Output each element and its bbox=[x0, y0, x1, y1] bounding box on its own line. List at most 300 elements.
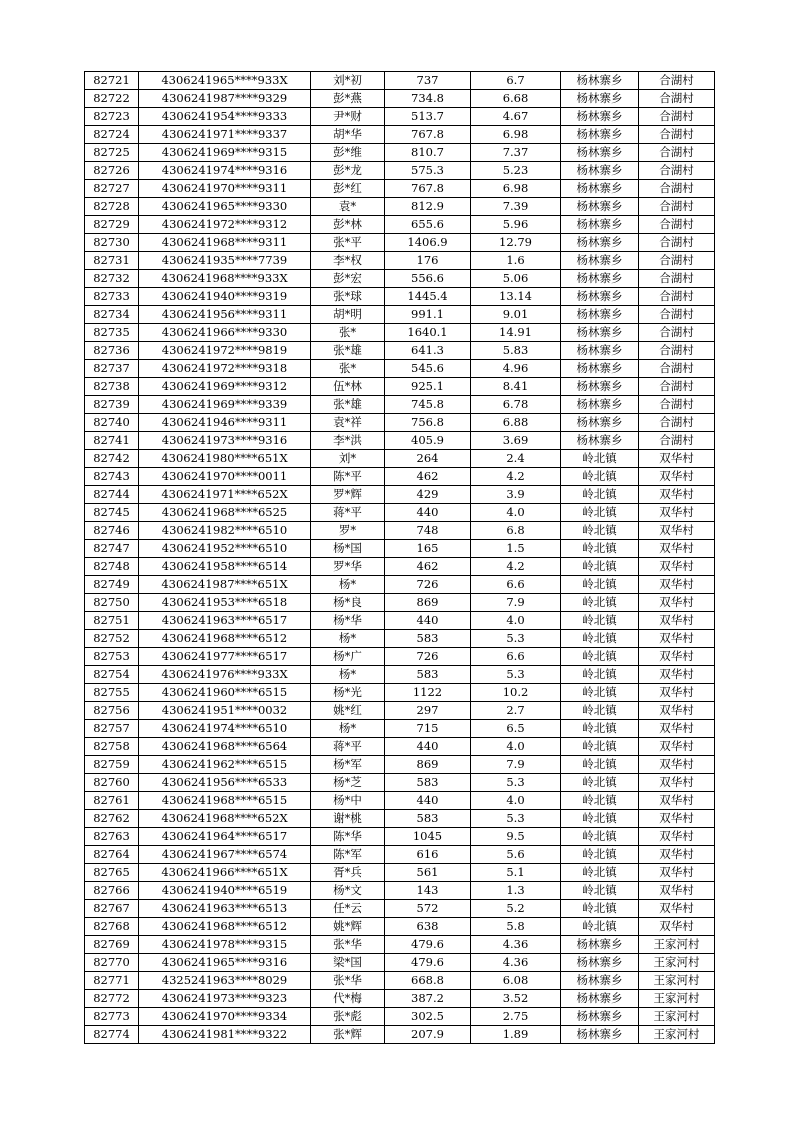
id-number-cell: 4325241963****8029 bbox=[139, 972, 311, 990]
row-number-cell: 82739 bbox=[85, 396, 139, 414]
amount-cell: 1640.1 bbox=[385, 324, 471, 342]
area-cell: 3.9 bbox=[471, 486, 561, 504]
village-cell: 双华村 bbox=[639, 756, 715, 774]
table-row bbox=[85, 270, 715, 288]
area-cell: 5.23 bbox=[471, 162, 561, 180]
row-number-cell: 82771 bbox=[85, 972, 139, 990]
township-cell: 杨林寨乡 bbox=[561, 162, 639, 180]
row-number-cell: 82765 bbox=[85, 864, 139, 882]
village-cell: 合湖村 bbox=[639, 198, 715, 216]
name-cell: 杨* bbox=[311, 576, 385, 594]
table-row bbox=[85, 756, 715, 774]
id-number-cell: 4306241946****9311 bbox=[139, 414, 311, 432]
village-cell: 双华村 bbox=[639, 774, 715, 792]
amount-cell: 387.2 bbox=[385, 990, 471, 1008]
village-cell: 双华村 bbox=[639, 864, 715, 882]
name-cell: 杨*良 bbox=[311, 594, 385, 612]
township-cell: 岭北镇 bbox=[561, 918, 639, 936]
id-number-cell: 4306241968****6564 bbox=[139, 738, 311, 756]
table-row bbox=[85, 162, 715, 180]
village-cell: 合湖村 bbox=[639, 180, 715, 198]
row-number-cell: 82753 bbox=[85, 648, 139, 666]
township-cell: 岭北镇 bbox=[561, 486, 639, 504]
village-cell: 双华村 bbox=[639, 882, 715, 900]
village-cell: 合湖村 bbox=[639, 234, 715, 252]
row-number-cell: 82731 bbox=[85, 252, 139, 270]
amount-cell: 440 bbox=[385, 792, 471, 810]
amount-cell: 165 bbox=[385, 540, 471, 558]
name-cell: 彭*宏 bbox=[311, 270, 385, 288]
area-cell: 2.4 bbox=[471, 450, 561, 468]
amount-cell: 143 bbox=[385, 882, 471, 900]
amount-cell: 737 bbox=[385, 72, 471, 90]
row-number-cell: 82736 bbox=[85, 342, 139, 360]
id-number-cell: 4306241953****6518 bbox=[139, 594, 311, 612]
id-number-cell: 4306241968****6512 bbox=[139, 918, 311, 936]
table-row bbox=[85, 918, 715, 936]
name-cell: 彭*燕 bbox=[311, 90, 385, 108]
id-number-cell: 4306241963****6517 bbox=[139, 612, 311, 630]
name-cell: 张* bbox=[311, 324, 385, 342]
township-cell: 岭北镇 bbox=[561, 738, 639, 756]
id-number-cell: 4306241968****6512 bbox=[139, 630, 311, 648]
id-number-cell: 4306241972****9819 bbox=[139, 342, 311, 360]
row-number-cell: 82729 bbox=[85, 216, 139, 234]
amount-cell: 176 bbox=[385, 252, 471, 270]
id-number-cell: 4306241970****9311 bbox=[139, 180, 311, 198]
table-row bbox=[85, 684, 715, 702]
id-number-cell: 4306241981****9322 bbox=[139, 1026, 311, 1044]
id-number-cell: 4306241967****6574 bbox=[139, 846, 311, 864]
amount-cell: 638 bbox=[385, 918, 471, 936]
area-cell: 3.52 bbox=[471, 990, 561, 1008]
id-number-cell: 4306241978****9315 bbox=[139, 936, 311, 954]
village-cell: 双华村 bbox=[639, 738, 715, 756]
table-row bbox=[85, 504, 715, 522]
amount-cell: 583 bbox=[385, 630, 471, 648]
table-row bbox=[85, 396, 715, 414]
amount-cell: 726 bbox=[385, 648, 471, 666]
amount-cell: 869 bbox=[385, 594, 471, 612]
name-cell: 胡*华 bbox=[311, 126, 385, 144]
area-cell: 4.36 bbox=[471, 936, 561, 954]
area-cell: 13.14 bbox=[471, 288, 561, 306]
id-number-cell: 4306241973****9316 bbox=[139, 432, 311, 450]
id-number-cell: 4306241987****9329 bbox=[139, 90, 311, 108]
village-cell: 双华村 bbox=[639, 522, 715, 540]
amount-cell: 440 bbox=[385, 504, 471, 522]
amount-cell: 583 bbox=[385, 774, 471, 792]
name-cell: 彭*林 bbox=[311, 216, 385, 234]
name-cell: 梁*国 bbox=[311, 954, 385, 972]
township-cell: 岭北镇 bbox=[561, 828, 639, 846]
village-cell: 双华村 bbox=[639, 540, 715, 558]
name-cell: 尹*财 bbox=[311, 108, 385, 126]
village-cell: 合湖村 bbox=[639, 342, 715, 360]
id-number-cell: 4306241965****9316 bbox=[139, 954, 311, 972]
table-row bbox=[85, 648, 715, 666]
amount-cell: 583 bbox=[385, 666, 471, 684]
table-row bbox=[85, 774, 715, 792]
area-cell: 9.5 bbox=[471, 828, 561, 846]
area-cell: 4.2 bbox=[471, 558, 561, 576]
row-number-cell: 82754 bbox=[85, 666, 139, 684]
amount-cell: 583 bbox=[385, 810, 471, 828]
row-number-cell: 82748 bbox=[85, 558, 139, 576]
row-number-cell: 82761 bbox=[85, 792, 139, 810]
row-number-cell: 82762 bbox=[85, 810, 139, 828]
row-number-cell: 82749 bbox=[85, 576, 139, 594]
township-cell: 岭北镇 bbox=[561, 720, 639, 738]
id-number-cell: 4306241968****933X bbox=[139, 270, 311, 288]
id-number-cell: 4306241974****9316 bbox=[139, 162, 311, 180]
area-cell: 5.83 bbox=[471, 342, 561, 360]
area-cell: 5.06 bbox=[471, 270, 561, 288]
id-number-cell: 4306241965****9330 bbox=[139, 198, 311, 216]
table-row bbox=[85, 342, 715, 360]
table-row bbox=[85, 720, 715, 738]
amount-cell: 756.8 bbox=[385, 414, 471, 432]
row-number-cell: 82727 bbox=[85, 180, 139, 198]
name-cell: 蒋*平 bbox=[311, 738, 385, 756]
village-cell: 合湖村 bbox=[639, 216, 715, 234]
village-cell: 合湖村 bbox=[639, 90, 715, 108]
amount-cell: 810.7 bbox=[385, 144, 471, 162]
area-cell: 1.5 bbox=[471, 540, 561, 558]
township-cell: 杨林寨乡 bbox=[561, 252, 639, 270]
village-cell: 合湖村 bbox=[639, 396, 715, 414]
township-cell: 岭北镇 bbox=[561, 648, 639, 666]
area-cell: 7.9 bbox=[471, 756, 561, 774]
row-number-cell: 82733 bbox=[85, 288, 139, 306]
village-cell: 合湖村 bbox=[639, 162, 715, 180]
amount-cell: 264 bbox=[385, 450, 471, 468]
amount-cell: 991.1 bbox=[385, 306, 471, 324]
row-number-cell: 82755 bbox=[85, 684, 139, 702]
name-cell: 李*洪 bbox=[311, 432, 385, 450]
id-number-cell: 4306241966****651X bbox=[139, 864, 311, 882]
table-row bbox=[85, 540, 715, 558]
township-cell: 岭北镇 bbox=[561, 882, 639, 900]
area-cell: 6.08 bbox=[471, 972, 561, 990]
area-cell: 6.6 bbox=[471, 648, 561, 666]
row-number-cell: 82735 bbox=[85, 324, 139, 342]
id-number-cell: 4306241956****9311 bbox=[139, 306, 311, 324]
township-cell: 岭北镇 bbox=[561, 666, 639, 684]
name-cell: 张*球 bbox=[311, 288, 385, 306]
name-cell: 张*平 bbox=[311, 234, 385, 252]
table-row bbox=[85, 1008, 715, 1026]
table-row bbox=[85, 810, 715, 828]
row-number-cell: 82760 bbox=[85, 774, 139, 792]
area-cell: 7.37 bbox=[471, 144, 561, 162]
village-cell: 双华村 bbox=[639, 792, 715, 810]
township-cell: 岭北镇 bbox=[561, 576, 639, 594]
name-cell: 胡*明 bbox=[311, 306, 385, 324]
area-cell: 9.01 bbox=[471, 306, 561, 324]
name-cell: 胥*兵 bbox=[311, 864, 385, 882]
row-number-cell: 82752 bbox=[85, 630, 139, 648]
id-number-cell: 4306241987****651X bbox=[139, 576, 311, 594]
id-number-cell: 4306241962****6515 bbox=[139, 756, 311, 774]
amount-cell: 479.6 bbox=[385, 936, 471, 954]
township-cell: 岭北镇 bbox=[561, 900, 639, 918]
table-row bbox=[85, 378, 715, 396]
village-cell: 双华村 bbox=[639, 576, 715, 594]
township-cell: 岭北镇 bbox=[561, 846, 639, 864]
area-cell: 4.0 bbox=[471, 792, 561, 810]
township-cell: 杨林寨乡 bbox=[561, 396, 639, 414]
name-cell: 张*华 bbox=[311, 936, 385, 954]
name-cell: 罗*华 bbox=[311, 558, 385, 576]
row-number-cell: 82721 bbox=[85, 72, 139, 90]
area-cell: 2.7 bbox=[471, 702, 561, 720]
amount-cell: 405.9 bbox=[385, 432, 471, 450]
row-number-cell: 82744 bbox=[85, 486, 139, 504]
area-cell: 4.67 bbox=[471, 108, 561, 126]
amount-cell: 462 bbox=[385, 558, 471, 576]
row-number-cell: 82740 bbox=[85, 414, 139, 432]
area-cell: 5.1 bbox=[471, 864, 561, 882]
table-row bbox=[85, 288, 715, 306]
row-number-cell: 82774 bbox=[85, 1026, 139, 1044]
name-cell: 杨* bbox=[311, 720, 385, 738]
village-cell: 双华村 bbox=[639, 666, 715, 684]
amount-cell: 440 bbox=[385, 738, 471, 756]
township-cell: 岭北镇 bbox=[561, 684, 639, 702]
table-row bbox=[85, 522, 715, 540]
area-cell: 6.6 bbox=[471, 576, 561, 594]
id-number-cell: 4306241980****651X bbox=[139, 450, 311, 468]
amount-cell: 641.3 bbox=[385, 342, 471, 360]
id-number-cell: 4306241969****9312 bbox=[139, 378, 311, 396]
village-cell: 王家河村 bbox=[639, 1026, 715, 1044]
amount-cell: 207.9 bbox=[385, 1026, 471, 1044]
amount-cell: 297 bbox=[385, 702, 471, 720]
name-cell: 代*梅 bbox=[311, 990, 385, 1008]
name-cell: 任*云 bbox=[311, 900, 385, 918]
township-cell: 岭北镇 bbox=[561, 594, 639, 612]
row-number-cell: 82723 bbox=[85, 108, 139, 126]
area-cell: 1.3 bbox=[471, 882, 561, 900]
row-number-cell: 82743 bbox=[85, 468, 139, 486]
row-number-cell: 82750 bbox=[85, 594, 139, 612]
village-cell: 双华村 bbox=[639, 504, 715, 522]
name-cell: 张*彪 bbox=[311, 1008, 385, 1026]
table-row bbox=[85, 432, 715, 450]
village-cell: 双华村 bbox=[639, 720, 715, 738]
amount-cell: 302.5 bbox=[385, 1008, 471, 1026]
township-cell: 杨林寨乡 bbox=[561, 360, 639, 378]
name-cell: 杨*文 bbox=[311, 882, 385, 900]
village-cell: 双华村 bbox=[639, 918, 715, 936]
name-cell: 罗*辉 bbox=[311, 486, 385, 504]
table-row bbox=[85, 972, 715, 990]
id-number-cell: 4306241963****6513 bbox=[139, 900, 311, 918]
area-cell: 4.2 bbox=[471, 468, 561, 486]
area-cell: 6.5 bbox=[471, 720, 561, 738]
id-number-cell: 4306241964****6517 bbox=[139, 828, 311, 846]
amount-cell: 616 bbox=[385, 846, 471, 864]
amount-cell: 734.8 bbox=[385, 90, 471, 108]
data-table bbox=[84, 71, 715, 1044]
id-number-cell: 4306241968****6525 bbox=[139, 504, 311, 522]
table-row bbox=[85, 360, 715, 378]
name-cell: 蒋*平 bbox=[311, 504, 385, 522]
village-cell: 合湖村 bbox=[639, 360, 715, 378]
id-number-cell: 4306241940****9319 bbox=[139, 288, 311, 306]
id-number-cell: 4306241982****6510 bbox=[139, 522, 311, 540]
village-cell: 合湖村 bbox=[639, 288, 715, 306]
village-cell: 双华村 bbox=[639, 468, 715, 486]
name-cell: 陈*军 bbox=[311, 846, 385, 864]
township-cell: 杨林寨乡 bbox=[561, 954, 639, 972]
id-number-cell: 4306241973****9323 bbox=[139, 990, 311, 1008]
area-cell: 6.88 bbox=[471, 414, 561, 432]
name-cell: 杨*国 bbox=[311, 540, 385, 558]
table-row bbox=[85, 90, 715, 108]
amount-cell: 869 bbox=[385, 756, 471, 774]
table-row bbox=[85, 450, 715, 468]
row-number-cell: 82763 bbox=[85, 828, 139, 846]
row-number-cell: 82757 bbox=[85, 720, 139, 738]
area-cell: 10.2 bbox=[471, 684, 561, 702]
amount-cell: 812.9 bbox=[385, 198, 471, 216]
table-row bbox=[85, 468, 715, 486]
area-cell: 14.91 bbox=[471, 324, 561, 342]
area-cell: 4.0 bbox=[471, 504, 561, 522]
row-number-cell: 82769 bbox=[85, 936, 139, 954]
area-cell: 7.9 bbox=[471, 594, 561, 612]
id-number-cell: 4306241935****7739 bbox=[139, 252, 311, 270]
amount-cell: 429 bbox=[385, 486, 471, 504]
name-cell: 张*辉 bbox=[311, 1026, 385, 1044]
village-cell: 王家河村 bbox=[639, 954, 715, 972]
amount-cell: 561 bbox=[385, 864, 471, 882]
row-number-cell: 82738 bbox=[85, 378, 139, 396]
amount-cell: 655.6 bbox=[385, 216, 471, 234]
table-row bbox=[85, 936, 715, 954]
area-cell: 5.3 bbox=[471, 630, 561, 648]
township-cell: 杨林寨乡 bbox=[561, 270, 639, 288]
name-cell: 袁* bbox=[311, 198, 385, 216]
township-cell: 岭北镇 bbox=[561, 792, 639, 810]
id-number-cell: 4306241954****9333 bbox=[139, 108, 311, 126]
name-cell: 杨* bbox=[311, 630, 385, 648]
id-number-cell: 4306241971****652X bbox=[139, 486, 311, 504]
id-number-cell: 4306241968****9311 bbox=[139, 234, 311, 252]
name-cell: 陈*平 bbox=[311, 468, 385, 486]
name-cell: 杨*广 bbox=[311, 648, 385, 666]
township-cell: 杨林寨乡 bbox=[561, 990, 639, 1008]
township-cell: 岭北镇 bbox=[561, 522, 639, 540]
table-row bbox=[85, 792, 715, 810]
name-cell: 杨*华 bbox=[311, 612, 385, 630]
village-cell: 合湖村 bbox=[639, 144, 715, 162]
row-number-cell: 82745 bbox=[85, 504, 139, 522]
village-cell: 王家河村 bbox=[639, 972, 715, 990]
township-cell: 岭北镇 bbox=[561, 774, 639, 792]
area-cell: 6.78 bbox=[471, 396, 561, 414]
id-number-cell: 4306241952****6510 bbox=[139, 540, 311, 558]
amount-cell: 715 bbox=[385, 720, 471, 738]
village-cell: 合湖村 bbox=[639, 252, 715, 270]
area-cell: 6.98 bbox=[471, 180, 561, 198]
township-cell: 岭北镇 bbox=[561, 756, 639, 774]
table-row bbox=[85, 738, 715, 756]
village-cell: 双华村 bbox=[639, 846, 715, 864]
village-cell: 合湖村 bbox=[639, 324, 715, 342]
amount-cell: 575.3 bbox=[385, 162, 471, 180]
amount-cell: 440 bbox=[385, 612, 471, 630]
name-cell: 杨* bbox=[311, 666, 385, 684]
township-cell: 杨林寨乡 bbox=[561, 126, 639, 144]
township-cell: 岭北镇 bbox=[561, 702, 639, 720]
village-cell: 合湖村 bbox=[639, 414, 715, 432]
township-cell: 杨林寨乡 bbox=[561, 972, 639, 990]
township-cell: 杨林寨乡 bbox=[561, 324, 639, 342]
township-cell: 杨林寨乡 bbox=[561, 378, 639, 396]
village-cell: 双华村 bbox=[639, 648, 715, 666]
township-cell: 杨林寨乡 bbox=[561, 342, 639, 360]
amount-cell: 767.8 bbox=[385, 126, 471, 144]
area-cell: 5.2 bbox=[471, 900, 561, 918]
row-number-cell: 82724 bbox=[85, 126, 139, 144]
amount-cell: 748 bbox=[385, 522, 471, 540]
row-number-cell: 82756 bbox=[85, 702, 139, 720]
area-cell: 5.3 bbox=[471, 666, 561, 684]
township-cell: 杨林寨乡 bbox=[561, 180, 639, 198]
table-row bbox=[85, 1026, 715, 1044]
township-cell: 杨林寨乡 bbox=[561, 432, 639, 450]
id-number-cell: 4306241969****9315 bbox=[139, 144, 311, 162]
id-number-cell: 4306241972****9318 bbox=[139, 360, 311, 378]
row-number-cell: 82773 bbox=[85, 1008, 139, 1026]
name-cell: 张*雄 bbox=[311, 396, 385, 414]
township-cell: 杨林寨乡 bbox=[561, 144, 639, 162]
row-number-cell: 82741 bbox=[85, 432, 139, 450]
area-cell: 1.6 bbox=[471, 252, 561, 270]
village-cell: 合湖村 bbox=[639, 108, 715, 126]
area-cell: 12.79 bbox=[471, 234, 561, 252]
township-cell: 岭北镇 bbox=[561, 810, 639, 828]
id-number-cell: 4306241968****6515 bbox=[139, 792, 311, 810]
name-cell: 杨*光 bbox=[311, 684, 385, 702]
table-row bbox=[85, 414, 715, 432]
name-cell: 陈*华 bbox=[311, 828, 385, 846]
id-number-cell: 4306241977****6517 bbox=[139, 648, 311, 666]
row-number-cell: 82768 bbox=[85, 918, 139, 936]
name-cell: 袁*祥 bbox=[311, 414, 385, 432]
row-number-cell: 82758 bbox=[85, 738, 139, 756]
township-cell: 杨林寨乡 bbox=[561, 90, 639, 108]
id-number-cell: 4306241968****652X bbox=[139, 810, 311, 828]
area-cell: 6.7 bbox=[471, 72, 561, 90]
amount-cell: 545.6 bbox=[385, 360, 471, 378]
name-cell: 彭*龙 bbox=[311, 162, 385, 180]
row-number-cell: 82725 bbox=[85, 144, 139, 162]
name-cell: 彭*红 bbox=[311, 180, 385, 198]
name-cell: 张*雄 bbox=[311, 342, 385, 360]
township-cell: 岭北镇 bbox=[561, 558, 639, 576]
name-cell: 李*权 bbox=[311, 252, 385, 270]
village-cell: 双华村 bbox=[639, 612, 715, 630]
row-number-cell: 82737 bbox=[85, 360, 139, 378]
amount-cell: 745.8 bbox=[385, 396, 471, 414]
id-number-cell: 4306241971****9337 bbox=[139, 126, 311, 144]
id-number-cell: 4306241966****9330 bbox=[139, 324, 311, 342]
row-number-cell: 82747 bbox=[85, 540, 139, 558]
